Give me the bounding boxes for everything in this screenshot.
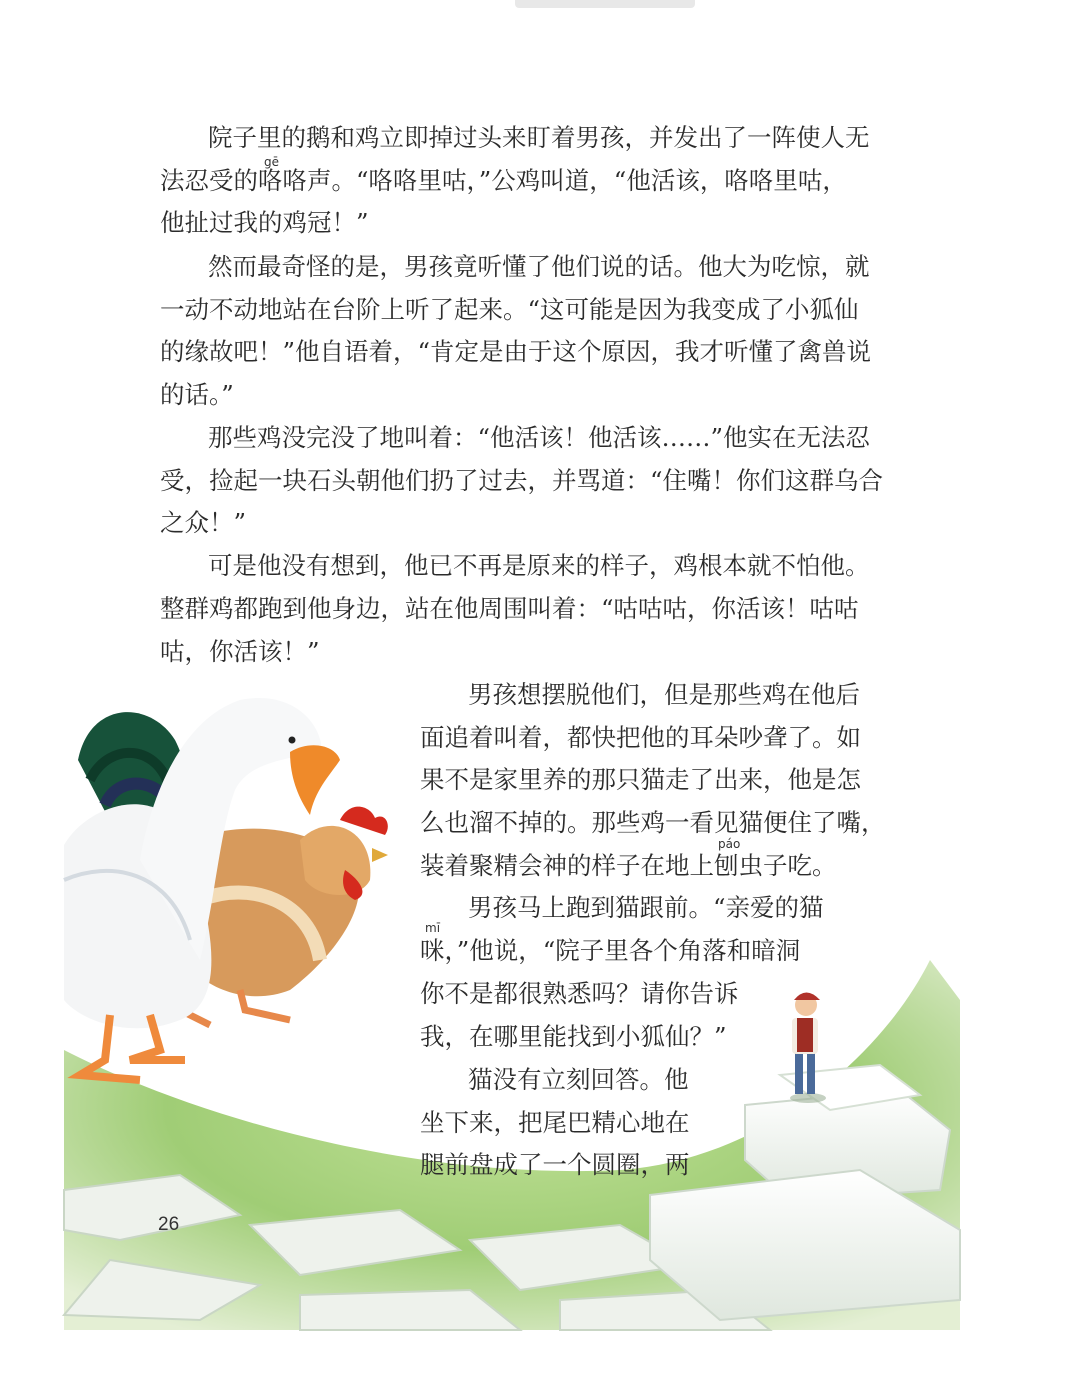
text-line: 法忍受的咯咯声。“咯咯里咕，”公鸡叫道，“他活该，咯咯里咕， [160, 166, 847, 195]
text-line: 整群鸡都跑到他身边，站在他周围叫着：“咕咕咕，你活该！咕咕 [160, 594, 859, 623]
text-line: 的缘故吧！”他自语着，“肯定是由于这个原因，我才听懂了禽兽说 [160, 337, 872, 366]
text-line: 咕，你活该！” [160, 637, 320, 666]
text-line: 他扯过我的鸡冠！” [160, 208, 369, 237]
pinyin-ge: gē [264, 155, 279, 169]
text-line: 一动不动地站在台阶上听了起来。“这可能是因为我变成了小狐仙 [160, 295, 859, 324]
text-line: 装着聚精会神的样子在地上刨虫子吃。 [420, 851, 837, 880]
text-line: 男孩马上跑到猫跟前。“亲爱的猫 [468, 893, 824, 922]
text-line: 你不是都很熟悉吗？请你告诉 [420, 979, 739, 1008]
text-line: 咪，”他说，“院子里各个角落和暗洞 [420, 936, 801, 965]
stone-steps [650, 1065, 960, 1320]
text-line: 之众！” [160, 508, 247, 537]
text-line: 面追着叫着，都快把他的耳朵吵聋了。如 [420, 723, 861, 752]
pinyin-mi: mī [425, 921, 441, 935]
text-line: 么也溜不掉的。那些鸡一看见猫便住了嘴， [420, 808, 886, 837]
text-line: 受，捡起一块石头朝他们扔了过去，并骂道：“住嘴！你们这群乌合 [160, 466, 884, 495]
text-line: 院子里的鹅和鸡立即掉过头来盯着男孩，并发出了一阵使人无 [208, 123, 870, 152]
text-line: 我，在哪里能找到小狐仙？” [420, 1022, 727, 1051]
text-line: 然而最奇怪的是，男孩竟听懂了他们说的话。他大为吃惊，就 [208, 252, 870, 281]
page-number: 26 [158, 1214, 180, 1235]
text-line: 腿前盘成了一个圆圈，两 [420, 1150, 690, 1179]
text-line: 可是他没有想到，他已不再是原来的样子，鸡根本就不怕他。 [208, 551, 870, 580]
text-line: 猫没有立刻回答。他 [468, 1065, 689, 1094]
text-line: 那些鸡没完没了地叫着：“他活该！他活该……”他实在无法忍 [208, 423, 871, 452]
text-line: 果不是家里养的那只猫走了出来，他是怎 [420, 765, 861, 794]
text-line: 坐下来，把尾巴精心地在 [420, 1108, 690, 1137]
text-line: 男孩想摆脱他们，但是那些鸡在他后 [468, 680, 860, 709]
pinyin-pao: páo [718, 837, 741, 851]
text-line: 的话。” [160, 380, 234, 409]
